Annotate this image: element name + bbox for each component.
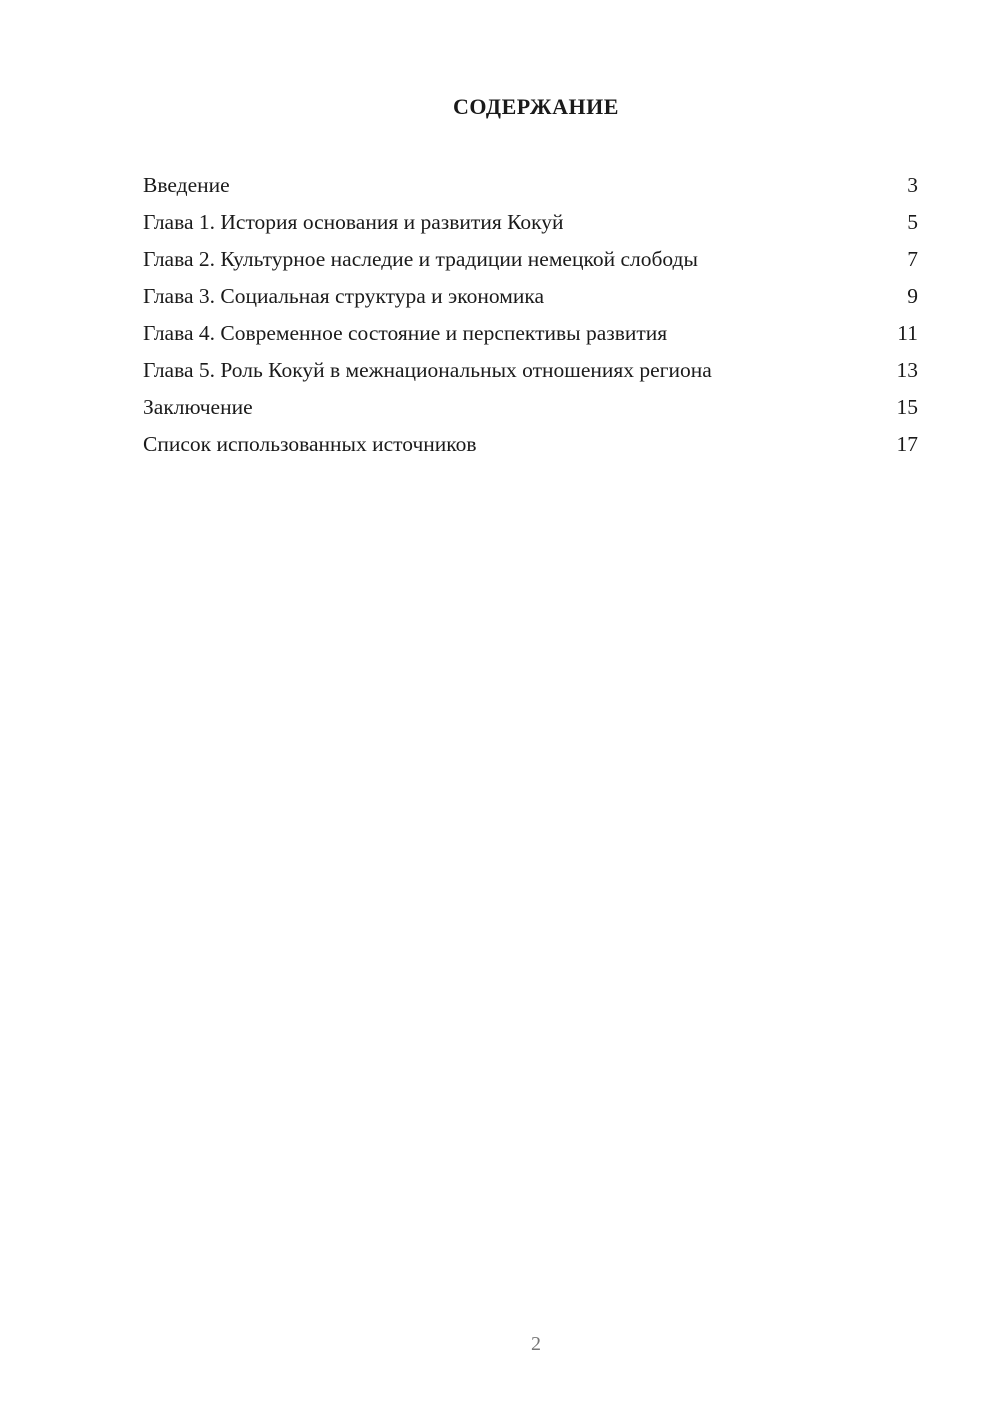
toc-entry-title: Список использованных источников xyxy=(143,432,477,456)
toc-entry-page: 3 xyxy=(907,173,918,197)
toc-entry-page: 11 xyxy=(897,321,918,345)
table-of-contents xyxy=(143,169,918,465)
page-title: СОДЕРЖАНИЕ xyxy=(453,94,619,119)
toc-entry-chapter-3 xyxy=(143,280,918,317)
toc-entry-conclusion xyxy=(143,391,918,428)
toc-entry-page: 13 xyxy=(896,358,918,382)
toc-entry-title: Введение xyxy=(143,173,230,197)
toc-entry-page: 7 xyxy=(907,247,918,271)
toc-entry-chapter-2 xyxy=(143,243,918,280)
toc-entry-title: Глава 1. История основания и развития Кокуй xyxy=(143,210,564,234)
toc-entry-introduction xyxy=(143,169,918,206)
toc-entry-page: 15 xyxy=(896,395,918,419)
toc-entry-chapter-4 xyxy=(143,317,918,354)
toc-entry-title: Глава 4. Современное состояние и перспективы развития xyxy=(143,321,668,345)
toc-entry-title: Глава 5. Роль Кокуй в межнациональных отношениях региона xyxy=(143,358,712,382)
toc-entry-page: 9 xyxy=(907,284,918,308)
toc-entry-page: 5 xyxy=(907,210,918,234)
toc-entry-title: Глава 2. Культурное наследие и традиции немецкой слободы xyxy=(143,247,698,271)
toc-entry-references xyxy=(143,428,918,465)
page-number: 2 xyxy=(531,1333,541,1355)
toc-entry-chapter-1 xyxy=(143,206,918,243)
toc-entry-title: Заключение xyxy=(143,395,253,419)
toc-entry-title: Глава 3. Социальная структура и экономика xyxy=(143,284,544,308)
toc-entry-page: 17 xyxy=(896,432,918,456)
toc-entry-chapter-5 xyxy=(143,354,918,391)
